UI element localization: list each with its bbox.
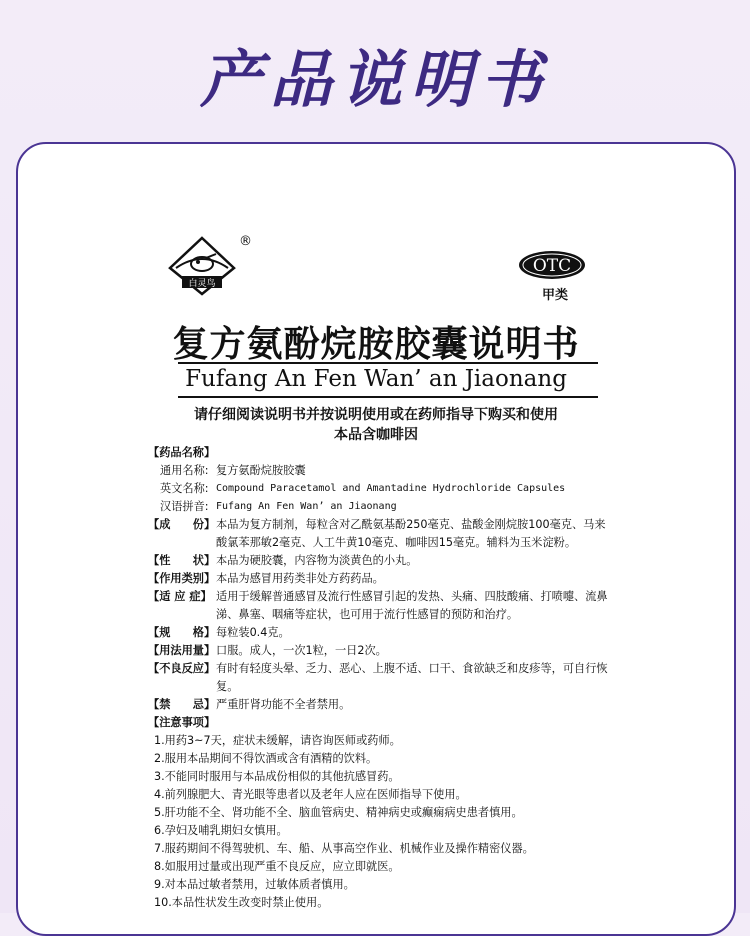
brand-logo <box>168 236 236 296</box>
drug-name-heading: 【药品名称】 <box>148 446 216 459</box>
section-text: 本品为复方制剂，每粒含对乙酰氨基酚250毫克、盐酸金刚烷胺100毫克、马来酸氯苯那敏2毫克、人工牛黄10毫克、咖啡因15毫克。辅料为玉米淀粉。 <box>216 518 606 549</box>
section-text: 有时有轻度头晕、乏力、恶心、上腹不适、口干、食欲缺乏和皮疹等，可自行恢复。 <box>216 662 608 693</box>
otc-badge <box>518 250 586 280</box>
otc-label: OTC <box>532 256 572 276</box>
section-appearance <box>148 552 608 570</box>
section-label: 【用法用量】 <box>148 644 216 657</box>
title-divider-top <box>178 362 598 364</box>
section-text: 口服。成人，一次1粒，一日2次。 <box>216 644 387 657</box>
section-text: 适用于缓解普通感冒及流行性感冒引起的发热、头痛、四肢酸痛、打喷嚏、流鼻涕、鼻塞、咽痛等症状，也可用于流行性感冒的预防和治疗。 <box>216 590 608 621</box>
title-divider-bottom <box>178 396 598 398</box>
section-label: 【禁 忌】 <box>148 698 216 711</box>
leaflet-title-cn: 复方氨酚烷胺胶囊说明书 <box>172 324 580 365</box>
page-title: 产品说明书 <box>199 43 550 116</box>
precaution-item: 2.服用本品期间不得饮酒或含有酒精的饮料。 <box>154 752 378 765</box>
section-contraindications <box>148 696 608 714</box>
section-text: 本品为感冒用药类非处方药药品。 <box>216 572 384 585</box>
section-label: 【不良反应】 <box>148 662 216 675</box>
section-text: 本品为硬胶囊，内容物为淡黄色的小丸。 <box>216 554 418 567</box>
usage-notice: 请仔细阅读说明书并按说明使用或在药师指导下购买和使用 <box>194 407 558 423</box>
english-name-row <box>148 480 608 498</box>
precaution-item: 6.孕妇及哺乳期妇女慎用。 <box>154 824 288 837</box>
generic-name: 复方氨酚烷胺胶囊 <box>216 464 306 477</box>
leaflet-body <box>148 444 608 912</box>
section-indications <box>148 588 608 624</box>
leaflet-title-en: Fufang An Fen Wan’ an Jiaonang <box>185 366 567 392</box>
section-category <box>148 570 608 588</box>
section-text: 严重肝肾功能不全者禁用。 <box>216 698 351 711</box>
section-label: 【性 状】 <box>148 554 216 567</box>
english-name-label: 英文名称: <box>160 482 209 495</box>
caffeine-note: 本品含咖啡因 <box>334 427 418 443</box>
precaution-item: 9.对本品过敏者禁用，过敏体质者慎用。 <box>154 878 355 891</box>
brand-text: 白灵鸟 <box>188 279 216 289</box>
section-label: 【规 格】 <box>148 626 216 639</box>
generic-name-label: 通用名称: <box>160 464 209 477</box>
section-label: 【成 份】 <box>148 518 216 531</box>
section-adverse-reactions <box>148 660 608 696</box>
generic-name-row <box>148 462 608 480</box>
pinyin-label: 汉语拼音: <box>160 500 209 513</box>
registered-mark: ® <box>239 234 252 249</box>
pinyin-row <box>148 498 608 516</box>
precautions-heading: 【注意事项】 <box>148 716 216 729</box>
section-dosage <box>148 642 608 660</box>
precaution-item: 3.不能同时服用与本品成份相似的其他抗感冒药。 <box>154 770 400 783</box>
section-label: 【作用类别】 <box>148 572 216 585</box>
section-text: 每粒装0.4克。 <box>216 626 290 639</box>
otc-class: 甲类 <box>542 288 569 303</box>
english-name: Compound Paracetamol and Amantadine Hydrochloride Capsules <box>216 483 566 494</box>
leaflet-card <box>16 142 736 936</box>
section-specification <box>148 624 608 642</box>
precaution-item: 5.肝功能不全、肾功能不全、脑血管病史、精神病史或癫痫病史患者慎用。 <box>154 806 523 819</box>
pinyin-name: Fufang An Fen Wan’ an Jiaonang <box>216 501 397 512</box>
section-label: 【适 应 症】 <box>148 590 212 603</box>
precaution-item: 7.服药期间不得驾驶机、车、船、从事高空作业、机械作业及操作精密仪器。 <box>154 842 534 855</box>
precaution-item: 8.如服用过量或出现严重不良反应，应立即就医。 <box>154 860 400 873</box>
precaution-item: 10.本品性状发生改变时禁止使用。 <box>154 896 329 909</box>
banner <box>0 0 750 140</box>
section-ingredients <box>148 516 608 552</box>
precaution-item: 4.前列腺肥大、青光眼等患者以及老年人应在医师指导下使用。 <box>154 788 467 801</box>
precaution-item: 1.用药3~7天，症状未缓解，请咨询医师或药师。 <box>154 734 401 747</box>
